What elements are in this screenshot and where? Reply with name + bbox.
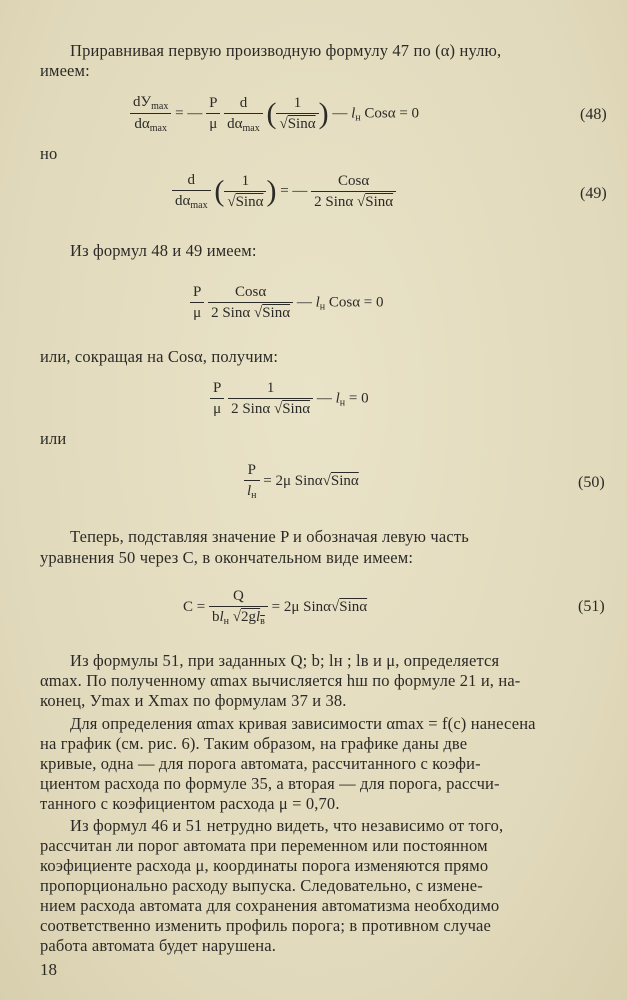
text-para1-2: αmax. По полученному αmax вычисляется hш по формуле 21 и, на- — [40, 671, 521, 690]
equation-number-51: (51) — [578, 598, 605, 615]
equation-intermediate-a: $\frac{P}{\mu}$ $\frac{\text{Cosα}}{\text{2 Sinα √Sinα}}$ — $l_н$ Cosα = 0 — [190, 284, 384, 322]
text-no: но — [40, 144, 58, 163]
text-para3-7: работа автомата будет нарушена. — [40, 936, 277, 955]
text-ili: или — [40, 429, 67, 448]
text-para3-6: соответственно изменить профиль порога; в противном случае — [40, 916, 491, 935]
equation-number-50: (50) — [578, 474, 605, 491]
equation-48: $\frac{dУ_{max}}{d\alpha_{max}}$ = — $\frac{P}{\mu}$ $\frac{d}{d\alpha_{max}}$ ( $\frac{1}{\text{√Sinα}}$ ) — $l_н$ Cosα = 0 — [130, 94, 419, 134]
equation-49: $\frac{d}{d\alpha_{max}}$ ( $\frac{1}{\text{√Sinα}}$ ) = — $\frac{\text{Cosα}}{\text{2 Sinα √Sinα}}$ — [172, 172, 396, 211]
text-para2-5: танного с коэфициентом расхода μ = 0,70. — [40, 794, 340, 813]
text-para3-1: Из формул 46 и 51 нетрудно видеть, что независимо от того, — [70, 816, 504, 835]
text-para1-1: Из формулы 51, при заданных Q; b; lн ; lв и μ, определяется — [70, 651, 500, 670]
equation-51: C = $\frac{Q}{bl_н √2gl_в}$ = 2μ Sinα√Sinα — [183, 588, 368, 627]
text-teper-2: уравнения 50 через C, в окончательном виде имеем: — [40, 548, 414, 567]
page-number: 18 — [40, 960, 57, 979]
text-para2-1: Для определения αmax кривая зависимости αmax = f(c) нанесена — [70, 714, 536, 733]
text-para2-3: кривые, одна — для порога автомата, рассчитанного с коэфи- — [40, 754, 481, 773]
text-teper-1: Теперь, подставляя значение P и обозначая левую часть — [70, 527, 469, 546]
equation-number-48: (48) — [580, 106, 607, 123]
text-para1-3: конец, Уmax и Хmax по формулам 37 и 38. — [40, 691, 347, 710]
text-reducing: или, сокращая на Cosα, получим: — [40, 347, 279, 366]
text-from-48-49: Из формул 48 и 49 имеем: — [70, 241, 257, 260]
text-para2-2: на график (см. рис. 6). Таким образом, на графике даны две — [40, 734, 468, 753]
text-para3-2: рассчитан ли порог автомата при переменном или постоянном — [40, 836, 488, 855]
text-para3-3: коэфициенте расхода μ, координаты порога изменяются прямо — [40, 856, 489, 875]
text-intro-2: имеем: — [40, 61, 90, 80]
text-para3-5: нием расхода автомата для сохранения автоматизма необходимо — [40, 896, 500, 915]
equation-intermediate-b: $\frac{P}{\mu}$ $\frac{1}{\text{2 Sinα √Sinα}}$ — $l_н = 0$ — [210, 380, 369, 418]
equation-number-49: (49) — [580, 185, 607, 202]
text-intro-1: Приравнивая первую производную формулу 47 по (α) нулю, — [70, 41, 502, 60]
text-para3-4: пропорционально расходу выпуска. Следовательно, с измене- — [40, 876, 483, 895]
equation-50: $\frac{P}{l_н}$ = 2μ Sinα√Sinα — [244, 462, 359, 501]
text-para2-4: циентом расхода по формуле 35, а вторая — для порога, рассчи- — [40, 774, 500, 793]
